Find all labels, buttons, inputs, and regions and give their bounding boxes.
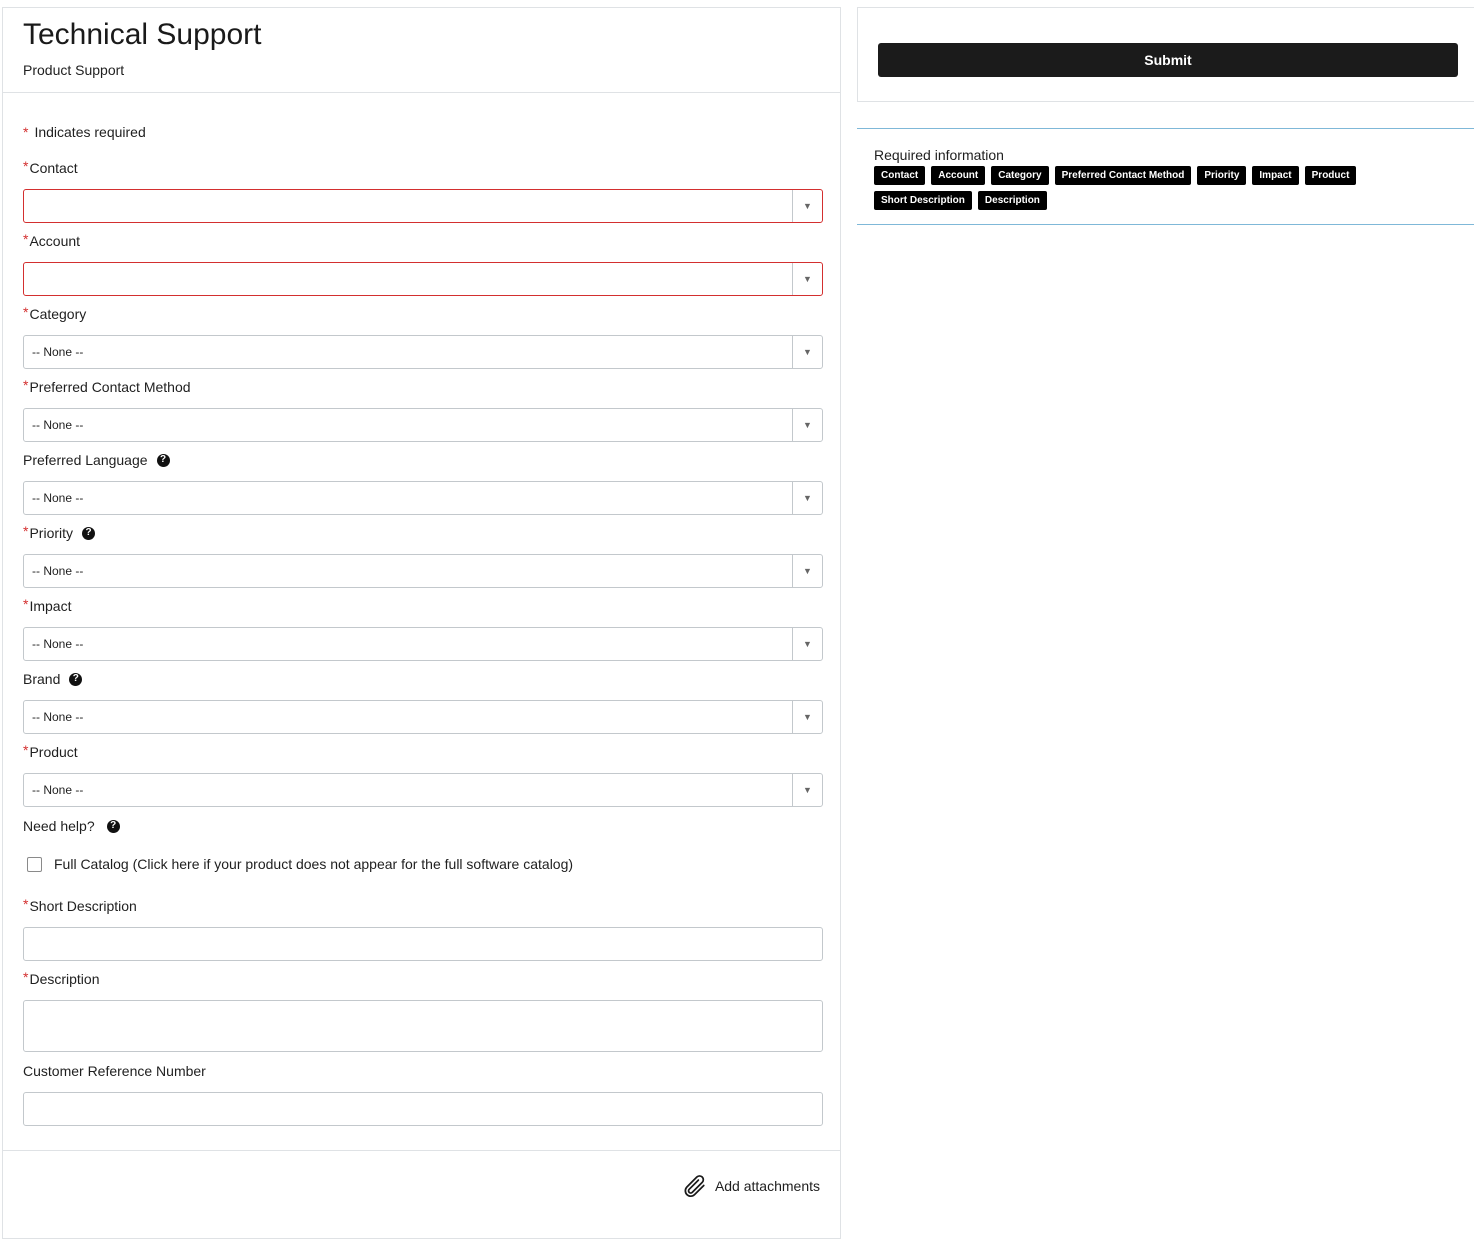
required-star-icon: * xyxy=(23,124,29,140)
field-preferred-contact-method xyxy=(23,377,823,432)
required-star-icon: * xyxy=(23,158,29,174)
caret-down-icon[interactable]: ▼ xyxy=(792,263,822,295)
caret-down-icon[interactable]: ▼ xyxy=(792,336,822,368)
form-footer xyxy=(3,1150,840,1238)
required-star-icon: * xyxy=(23,596,29,612)
required-chip[interactable]: Account xyxy=(931,166,985,185)
page-title: Technical Support xyxy=(23,18,262,51)
required-star-icon: * xyxy=(23,231,29,247)
customer-reference-input[interactable] xyxy=(23,1092,823,1126)
required-chip[interactable]: Impact xyxy=(1252,166,1298,185)
select-value: -- None -- xyxy=(32,491,84,505)
field-label-text: Short Description xyxy=(29,898,137,914)
field-label-text: Customer Reference Number xyxy=(23,1063,206,1079)
question-circle-icon[interactable]: ? xyxy=(69,673,82,686)
need-help-text: Need help? xyxy=(23,818,95,834)
field-label xyxy=(23,1061,823,1081)
required-chip[interactable]: Description xyxy=(978,191,1047,210)
caret-down-icon[interactable]: ▼ xyxy=(792,482,822,514)
caret-down-icon[interactable]: ▼ xyxy=(792,409,822,441)
field-priority xyxy=(23,523,823,578)
contact-select[interactable] xyxy=(23,189,823,223)
field-label-text: Impact xyxy=(29,598,72,614)
field-label-text: Account xyxy=(29,233,81,249)
question-circle-icon[interactable]: ? xyxy=(157,454,170,467)
caret-down-icon[interactable]: ▼ xyxy=(792,774,822,806)
impact-select[interactable] xyxy=(23,627,823,661)
field-label-text: Contact xyxy=(29,160,78,176)
caret-down-icon[interactable]: ▼ xyxy=(792,190,822,222)
field-label xyxy=(23,231,823,251)
question-circle-icon[interactable]: ? xyxy=(82,527,95,540)
account-select[interactable] xyxy=(23,262,823,296)
required-chip[interactable]: Category xyxy=(991,166,1048,185)
preferred-contact-method-select[interactable] xyxy=(23,408,823,442)
question-circle-icon[interactable]: ? xyxy=(107,820,120,833)
preferred-language-select[interactable] xyxy=(23,481,823,515)
required-star-icon: * xyxy=(23,304,29,320)
field-label-text: Product xyxy=(29,744,78,760)
full-catalog-label[interactable]: Full Catalog (Click here if your product does not appear for the full software catalog) xyxy=(54,856,574,872)
caret-down-icon[interactable]: ▼ xyxy=(792,555,822,587)
required-chip[interactable]: Priority xyxy=(1197,166,1246,185)
required-star-icon: * xyxy=(23,896,29,912)
paperclip-icon xyxy=(681,1173,707,1199)
submit-panel xyxy=(857,7,1474,102)
add-attachments-label[interactable]: Add attachments xyxy=(714,1178,820,1194)
field-description xyxy=(23,969,823,989)
field-category xyxy=(23,304,823,359)
field-short-description xyxy=(23,896,823,916)
field-impact xyxy=(23,596,823,651)
caret-down-icon[interactable]: ▼ xyxy=(792,628,822,660)
required-chip[interactable]: Contact xyxy=(874,166,925,185)
field-label xyxy=(23,669,823,689)
product-select[interactable] xyxy=(23,773,823,807)
priority-select[interactable] xyxy=(23,554,823,588)
select-value: -- None -- xyxy=(32,345,84,359)
select-value: -- None -- xyxy=(32,783,84,797)
full-catalog-checkbox[interactable] xyxy=(27,857,42,872)
required-star-icon: * xyxy=(23,742,29,758)
required-star-icon: * xyxy=(23,377,29,393)
field-product xyxy=(23,742,823,797)
select-value: -- None -- xyxy=(32,564,84,578)
field-label-text: Preferred Language xyxy=(23,452,148,468)
field-contact xyxy=(23,158,823,211)
field-customer-reference-number xyxy=(23,1061,823,1081)
required-star-icon: * xyxy=(23,969,29,985)
required-information-panel xyxy=(857,128,1474,225)
field-label-text: Priority xyxy=(29,525,74,541)
field-account xyxy=(23,231,823,284)
required-chip[interactable]: Preferred Contact Method xyxy=(1055,166,1192,185)
required-information-title: Required information xyxy=(874,147,1004,163)
description-textarea[interactable] xyxy=(23,1000,823,1052)
form-panel xyxy=(2,7,841,1239)
select-value: -- None -- xyxy=(32,637,84,651)
field-label-text: Brand xyxy=(23,671,61,687)
form-header xyxy=(3,8,840,93)
required-chips xyxy=(874,166,1434,210)
field-label xyxy=(23,896,823,916)
required-note xyxy=(23,124,146,140)
caret-down-icon[interactable]: ▼ xyxy=(792,701,822,733)
field-label xyxy=(23,596,823,616)
select-value: -- None -- xyxy=(32,710,84,724)
need-help xyxy=(23,816,823,836)
short-description-input[interactable] xyxy=(23,927,823,961)
field-label xyxy=(23,450,823,470)
need-help-label xyxy=(23,816,823,836)
required-star-icon: * xyxy=(23,523,29,539)
add-attachments-button[interactable] xyxy=(681,1173,820,1199)
field-label xyxy=(23,377,823,397)
required-note-text: Indicates required xyxy=(34,124,146,140)
brand-select[interactable] xyxy=(23,700,823,734)
field-label xyxy=(23,742,823,762)
category-select[interactable] xyxy=(23,335,823,369)
submit-button[interactable]: Submit xyxy=(878,43,1458,77)
select-value: -- None -- xyxy=(32,418,84,432)
field-brand xyxy=(23,669,823,724)
field-label-text: Preferred Contact Method xyxy=(29,379,191,395)
field-preferred-language xyxy=(23,450,823,505)
required-chip[interactable]: Product xyxy=(1305,166,1357,185)
full-catalog-row[interactable] xyxy=(27,856,573,872)
field-label-text: Category xyxy=(29,306,87,322)
field-label xyxy=(23,969,823,989)
page-subtitle: Product Support xyxy=(23,62,125,78)
field-label xyxy=(23,158,823,178)
field-label-text: Description xyxy=(29,971,100,987)
required-chip[interactable]: Short Description xyxy=(874,191,972,210)
field-label xyxy=(23,523,823,543)
field-label xyxy=(23,304,823,324)
